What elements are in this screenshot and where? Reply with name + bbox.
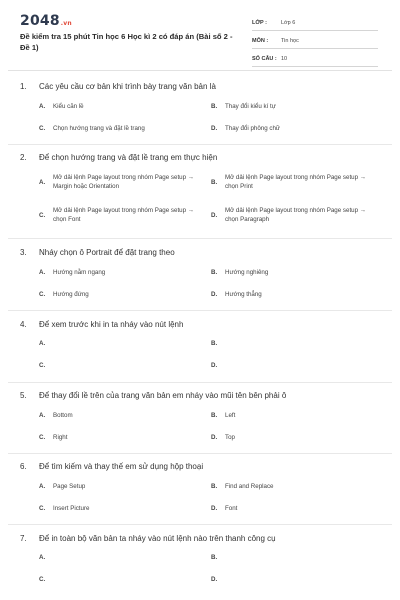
option-letter: C. xyxy=(39,125,46,132)
option-letter: B. xyxy=(211,554,218,561)
option-letter: B. xyxy=(211,269,218,276)
option-b[interactable] xyxy=(211,482,274,491)
question-5 xyxy=(20,389,390,445)
option-text: Kiểu căn lề xyxy=(53,103,84,110)
option-a[interactable] xyxy=(39,340,53,347)
option-text: Insert Picture xyxy=(53,505,90,512)
option-a[interactable] xyxy=(39,102,84,111)
question-divider xyxy=(8,310,392,311)
question-divider xyxy=(8,238,392,239)
option-a[interactable] xyxy=(39,173,208,191)
option-text: Hướng nằm ngang xyxy=(53,269,106,276)
meta-value: Tin học xyxy=(281,38,299,44)
question-stem xyxy=(20,151,390,163)
option-d[interactable] xyxy=(211,290,262,299)
option-text: Thay đổi phông chữ xyxy=(225,125,281,132)
question-number: 1. xyxy=(20,81,27,91)
question-number: 7. xyxy=(20,533,27,543)
question-2 xyxy=(20,151,390,239)
answer-options xyxy=(20,401,390,445)
question-4 xyxy=(20,318,390,374)
option-b[interactable] xyxy=(211,268,268,277)
option-c[interactable] xyxy=(39,290,89,299)
question-number: 6. xyxy=(20,461,27,471)
option-letter: D. xyxy=(211,291,218,298)
option-letter: D. xyxy=(211,505,218,512)
option-letter: A. xyxy=(39,103,46,110)
question-divider xyxy=(8,453,392,454)
option-letter: C. xyxy=(39,211,46,219)
option-letter: A. xyxy=(39,554,46,561)
option-c[interactable] xyxy=(39,124,145,133)
option-c[interactable] xyxy=(39,504,89,513)
option-letter: A. xyxy=(39,178,46,186)
option-c[interactable] xyxy=(39,362,53,369)
meta-row-count xyxy=(252,52,378,67)
option-a[interactable] xyxy=(39,268,105,277)
option-text: Hướng thẳng xyxy=(225,291,262,298)
option-letter: D. xyxy=(211,434,218,441)
option-c[interactable] xyxy=(39,576,53,583)
question-number: 2. xyxy=(20,152,27,162)
answer-options xyxy=(20,163,390,239)
option-a[interactable] xyxy=(39,554,53,561)
option-text: Bottom xyxy=(53,412,73,419)
option-letter: C. xyxy=(39,291,46,298)
option-b[interactable] xyxy=(211,102,276,111)
option-d[interactable] xyxy=(211,504,237,513)
question-number: 4. xyxy=(20,319,27,329)
logo-suffix: .vn xyxy=(60,20,72,27)
question-text: Để thay đổi lề trên của trang văn bản em nháy vào mũi tên bên phải ô xyxy=(39,390,287,400)
answer-options xyxy=(20,472,390,516)
answer-options xyxy=(20,92,390,136)
question-divider xyxy=(8,144,392,145)
meta-value: Lớp 6 xyxy=(281,20,296,26)
option-text: Find and Replace xyxy=(225,483,274,490)
meta-key: MÔN : xyxy=(252,38,269,44)
option-letter: A. xyxy=(39,483,46,490)
meta-value: 10 xyxy=(281,56,288,62)
option-d[interactable] xyxy=(211,362,225,369)
question-number: 3. xyxy=(20,247,27,257)
option-text: Hướng đứng xyxy=(53,291,89,298)
option-text: Page Setup xyxy=(53,483,86,490)
option-b[interactable] xyxy=(211,340,225,347)
question-stem xyxy=(20,246,390,258)
page-title: Đề kiểm tra 15 phút Tin học 6 Học kì 2 có đáp án (Bài số 2 - Đề 1) xyxy=(20,32,233,52)
question-divider xyxy=(8,382,392,383)
option-d[interactable] xyxy=(211,576,225,583)
option-letter: B. xyxy=(211,412,218,419)
option-c[interactable] xyxy=(39,206,208,224)
option-letter: D. xyxy=(211,211,218,219)
question-stem xyxy=(20,318,390,330)
header-divider xyxy=(8,70,392,71)
option-a[interactable] xyxy=(39,482,85,491)
meta-key: SỐ CÂU : xyxy=(252,56,277,62)
option-b[interactable] xyxy=(211,173,380,191)
logo-text: 2048 xyxy=(20,13,60,29)
test-meta-info xyxy=(252,16,378,70)
option-text: Chọn hướng trang và đặt lề trang xyxy=(53,125,145,132)
option-letter: A. xyxy=(39,412,46,419)
question-number: 5. xyxy=(20,390,27,400)
question-divider xyxy=(8,524,392,525)
option-b[interactable] xyxy=(211,411,235,420)
question-7 xyxy=(20,532,390,588)
option-d[interactable] xyxy=(211,433,235,442)
option-text: Thay đổi kiểu kí tự xyxy=(225,103,276,110)
question-3 xyxy=(20,246,390,302)
option-text: Top xyxy=(225,434,235,441)
answer-options xyxy=(20,258,390,302)
option-letter: D. xyxy=(211,362,218,369)
option-c[interactable] xyxy=(39,433,67,442)
question-stem xyxy=(20,532,390,544)
option-letter: C. xyxy=(39,362,46,369)
question-text: Để tìm kiếm và thay thế em sử dụng hộp thoại xyxy=(39,461,204,471)
question-1 xyxy=(20,80,390,136)
option-text: Mở dải lệnh Page layout trong nhóm Page setup → chọn Paragraph xyxy=(225,207,366,223)
meta-key: LỚP : xyxy=(252,20,267,26)
option-letter: C. xyxy=(39,505,46,512)
option-letter: C. xyxy=(39,434,46,441)
option-letter: D. xyxy=(211,125,218,132)
question-text: Để in toàn bộ văn bản ta nháy vào nút lệnh nào trên thanh công cụ xyxy=(39,533,276,543)
question-stem xyxy=(20,460,390,472)
question-text: Các yêu cầu cơ bản khi trình bày trang văn bản là xyxy=(39,81,216,91)
question-text: Để chọn hướng trang và đặt lề trang em thực hiện xyxy=(39,152,218,162)
option-text: Mở dải lệnh Page layout trong nhóm Page setup → chọn Print xyxy=(225,174,366,190)
question-text: Nháy chọn ô Portrait để đặt trang theo xyxy=(39,247,175,257)
option-letter: B. xyxy=(211,340,218,347)
option-letter: B. xyxy=(211,483,218,490)
option-text: Left xyxy=(225,412,236,419)
option-d[interactable] xyxy=(211,124,280,133)
meta-row-class xyxy=(252,16,378,31)
answer-options xyxy=(20,544,390,588)
option-text: Right xyxy=(53,434,68,441)
option-letter: A. xyxy=(39,340,46,347)
option-text: Mở dải lệnh Page layout trong nhóm Page setup → Margin hoặc Orientation xyxy=(53,174,194,190)
option-text: Mở dải lệnh Page layout trong nhóm Page setup → chọn Font xyxy=(53,207,194,223)
option-letter: D. xyxy=(211,576,218,583)
option-text: Font xyxy=(225,505,238,512)
option-letter: B. xyxy=(211,103,218,110)
answer-options xyxy=(20,330,390,374)
question-stem xyxy=(20,389,390,401)
question-stem xyxy=(20,80,390,92)
option-letter: B. xyxy=(211,178,218,186)
site-logo[interactable] xyxy=(20,13,72,29)
page-header xyxy=(0,0,400,62)
option-text: Hướng nghiêng xyxy=(225,269,269,276)
option-a[interactable] xyxy=(39,411,73,420)
option-b[interactable] xyxy=(211,554,225,561)
option-letter: C. xyxy=(39,576,46,583)
question-text: Để xem trước khi in ta nháy vào nút lệnh xyxy=(39,319,184,329)
option-d[interactable] xyxy=(211,206,380,224)
option-letter: A. xyxy=(39,269,46,276)
question-6 xyxy=(20,460,390,516)
meta-row-subject xyxy=(252,34,378,49)
